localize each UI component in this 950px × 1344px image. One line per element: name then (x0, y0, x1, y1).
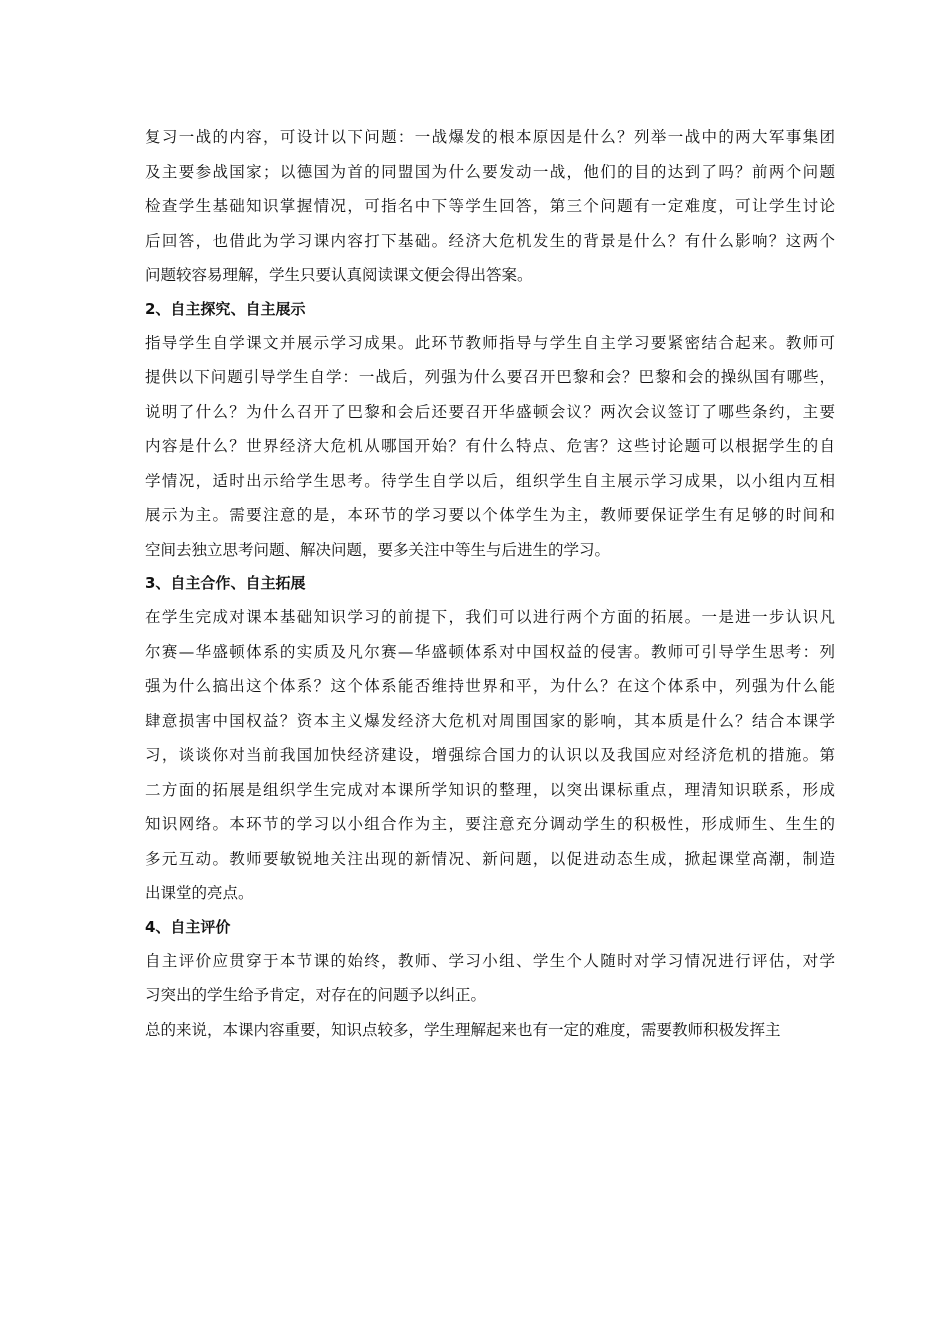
text-line: 习，谈谈你对当前我国加快经济建设，增强综合国力的认识以及我国应对经济危机的措施。第 (145, 746, 835, 764)
text-line: 学情况，适时出示给学生思考。待学生自学以后，组织学生自主展示学习成果，以小组内互相 (145, 471, 835, 490)
text-line: 及主要参战国家；以德国为首的同盟国为什么要发动一战，他们的目的达到了吗？前两个问题 (145, 162, 835, 181)
text-line: 在学生完成对课本基础知识学习的前提下，我们可以进行两个方面的拓展。一是进一步认识凡 (145, 608, 835, 626)
section-heading-1: 2、自主探究、自主展示 (145, 299, 306, 318)
text-line: 提供以下问题引导学生自学：一战后，列强为什么要召开巴黎和会？巴黎和会的操纵国有哪些， (145, 368, 835, 386)
text-line: 强为什么搞出这个体系？这个体系能否维持世界和平，为什么？在这个体系中，列强为什么能 (145, 677, 835, 695)
text-line: 习突出的学生给予肯定，对存在的问题予以纠正。 (145, 986, 487, 1004)
text-line: 复习一战的内容，可设计以下问题：一战爆发的根本原因是什么？列举一战中的两大军事集团 (145, 128, 835, 146)
text-line: 多元互动。教师要敏锐地关注出现的新情况、新问题，以促进动态生成，掀起课堂高潮，制造 (145, 849, 835, 868)
text-line: 空间去独立思考问题、解决问题，要多关注中等生与后进生的学习。 (145, 540, 611, 559)
paragraph-2 (145, 326, 835, 568)
paragraph-5 (145, 1013, 835, 1048)
text-line: 总的来说，本课内容重要，知识点较多，学生理解起来也有一定的难度，需要教师积极发挥主 (145, 1020, 781, 1039)
section-heading-2: 3、自主合作、自主拓展 (145, 574, 306, 592)
text-line: 肆意损害中国权益？资本主义爆发经济大危机对周围国家的影响，其本质是什么？结合本课学 (145, 711, 835, 730)
text-line: 知识网络。本环节的学习以小组合作为主，要注意充分调动学生的积极性，形成师生、生生的 (145, 815, 835, 833)
text-line: 自主评价应贯穿于本节课的始终，教师、学习小组、学生个人随时对学习情况进行评估，对学 (145, 951, 835, 970)
text-line: 展示为主。需要注意的是，本环节的学习要以个体学生为主，教师要保证学生有足够的时间和 (145, 506, 835, 524)
text-line: 后回答，也借此为学习课内容打下基础。经济大危机发生的背景是什么？有什么影响？这两个 (145, 231, 835, 250)
text-line: 出课堂的亮点。 (145, 884, 254, 902)
text-line: 检查学生基础知识掌握情况，可指名中下等学生回答，第三个问题有一定难度，可让学生讨论 (145, 197, 835, 215)
paragraph-1 (145, 120, 835, 293)
text-line: 说明了什么？为什么召开了巴黎和会后还要召开华盛顿会议？两次会议签订了哪些条约，主要 (145, 402, 835, 421)
text-line: 指导学生自学课文并展示学习成果。此环节教师指导与学生自主学习要紧密结合起来。教师可 (145, 333, 835, 352)
document-body (145, 120, 835, 1047)
paragraph-4 (145, 944, 835, 1013)
text-line: 问题较容易理解，学生只要认真阅读课文便会得出答案。 (145, 266, 533, 284)
section-heading-3: 4、自主评价 (145, 917, 231, 936)
text-line: 内容是什么？世界经济大危机从哪国开始？有什么特点、危害？这些讨论题可以根据学生的自 (145, 437, 835, 455)
text-line: 二方面的拓展是组织学生完成对本课所学知识的整理，以突出课标重点，理清知识联系，形成 (145, 780, 835, 799)
text-line: 尔赛—华盛顿体系的实质及凡尔赛—华盛顿体系对中国权益的侵害。教师可引导学生思考：列 (145, 642, 835, 661)
paragraph-3 (145, 600, 835, 911)
